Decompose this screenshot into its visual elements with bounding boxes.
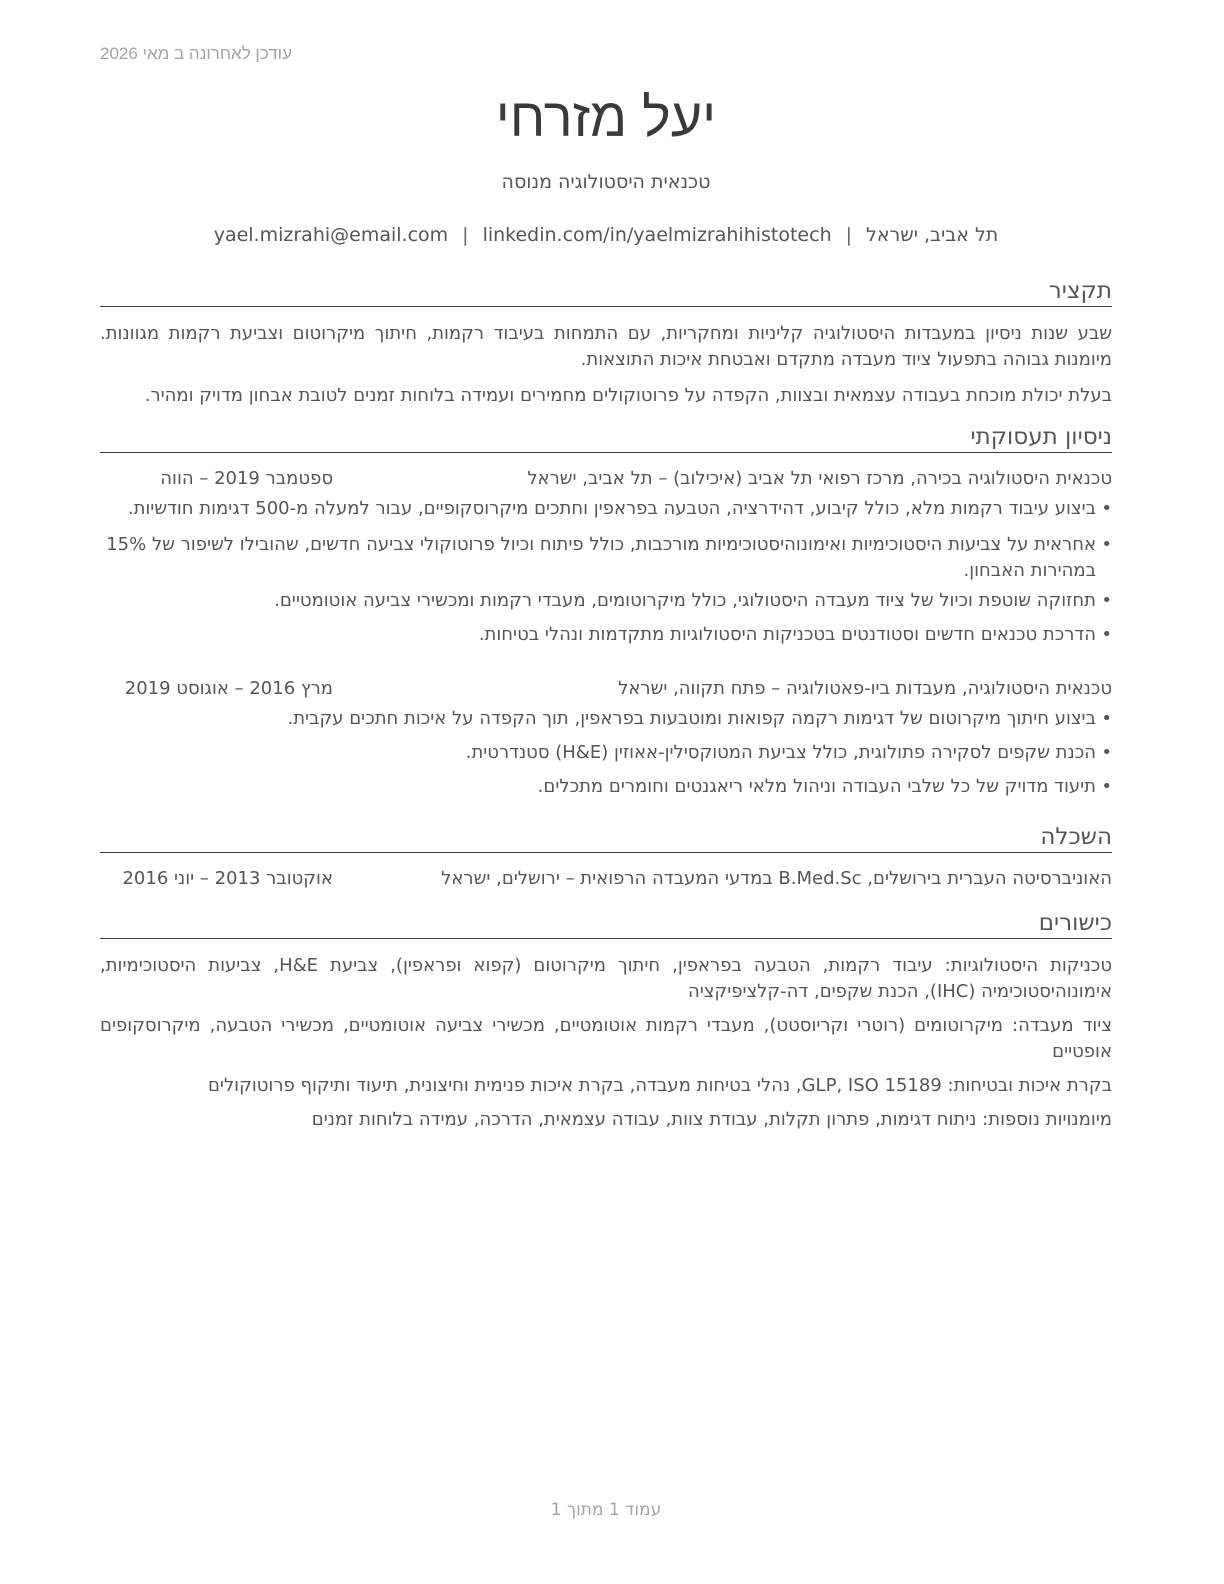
skill-line: טכניקות היסטולוגיות: עיבוד רקמות, הטבעה בפראפין, חיתוך מיקרוטום (קפוא ופראפין), צביעת H&E, צביעות היסטוכימיות, אימונוהיסטוכימיה (IHC), הכנת שקפים, דה-קלציפיקציה <box>100 955 1113 1002</box>
summary-paragraph: שבע שנות ניסיון במעבדות היסטולוגיה קליניות ומחקריות, עם התמחות בעיבוד רקמות, חיתוך מיקרוטום וצביעת רקמות מגוונות. מיומנות גבוהה בתפעול ציוד מעבדה מתקדם ואבטחת איכות התוצאות. <box>100 323 1112 370</box>
summary-section <box>100 276 1112 409</box>
list-item: • הכנת שקפים לסקירה פתולוגית, כולל צביעת המטוקסילין-אאוזין (H&E) סטנדרטית. <box>100 740 1112 766</box>
section-heading-summary: תקציר <box>100 276 1112 307</box>
skills-section <box>100 908 1112 1133</box>
job-bullets <box>100 706 1112 800</box>
job-dates: מרץ 2016 – אוגוסט 2019 <box>124 678 333 699</box>
job-dates: ספטמבר 2019 – הווה <box>160 468 333 489</box>
education-section <box>100 822 1112 892</box>
summary-paragraph: בעלת יכולת מוכחת בעבודה עצמאית ובצוות, הקפדה על פרוטוקולים מחמירים ועמידה בלוחות זמנים לטובת אבחון מדויק ומהיר. <box>144 385 1112 406</box>
job-role: טכנאית היסטולוגיה, מעבדות ביו-פאטולוגיה – פתח תקווה, ישראל <box>618 678 1112 699</box>
education-entry <box>100 866 1112 892</box>
job-entry <box>100 676 1112 800</box>
location-text: תל אביב, ישראל <box>866 224 999 246</box>
list-item: • ביצוע חיתוך מיקרוטום של דגימות רקמה קפואות ומוטבעות בפראפין, תוך הקפדה על איכות חתכים עקבית. <box>100 706 1112 732</box>
list-item: • אחראית על צביעות היסטוכימיות ואימונוהיסטוכימיות מורכבות, כולל פיתוח וכיול פרוטוקולי צביעה חדשים, שהובילו לשיפור של 15% במהירות האבחון. <box>100 532 1112 584</box>
list-item: • תחזוקה שוטפת וכיול של ציוד מעבדה היסטולוגי, כולל מיקרוטומים, מעבדי רקמות ומכשירי צביעה אוטומטיים. <box>100 588 1112 614</box>
experience-section <box>100 422 1112 800</box>
skill-line: ציוד מעבדה: מיקרוטומים (רוטרי וקריוסטט), מעבדי רקמות אוטומטיים, מכשירי צביעה אוטומטיים, מכשירי הטבעה, מיקרוסקופים אופטיים <box>100 1015 1112 1062</box>
list-item: • הדרכת טכנאים חדשים וסטודנטים בטכניקות היסטולוגיות מתקדמות ונהלי בטיחות. <box>100 622 1112 648</box>
resume-page <box>100 0 1112 1584</box>
last-updated-note: עודכן לאחרונה ב מאי 2026 <box>100 44 292 63</box>
list-item: • תיעוד מדויק של כל שלבי העבודה וניהול מלאי ריאגנטים וחומרים מתכלים. <box>100 774 1112 800</box>
section-heading-skills: כישורים <box>100 908 1112 939</box>
candidate-name: יעל מזרחי <box>495 88 717 148</box>
job-header <box>100 676 1112 702</box>
candidate-title: טכנאית היסטולוגיה מנוסה <box>501 171 711 193</box>
education-institution: האוניברסיטה העברית בירושלים, B.Med.Sc במדעי המעבדה הרפואית – ירושלים, ישראל <box>441 868 1112 889</box>
job-bullets <box>100 496 1112 648</box>
job-role: טכנאית היסטולוגיה בכירה, מרכז רפואי תל אביב (איכילוב) – תל אביב, ישראל <box>527 468 1112 489</box>
linkedin-link[interactable]: linkedin.com/in/yaelmizrahihistotech <box>482 224 832 246</box>
skill-line: בקרת איכות ובטיחות: GLP, ISO 15189, נהלי בטיחות מעבדה, בקרת איכות פנימית וחיצונית, תיעוד ותיקוף פרוטוקולים <box>207 1075 1112 1096</box>
job-entry <box>100 466 1112 648</box>
contact-separator: | <box>462 224 469 246</box>
page-number: עמוד 1 מתוך 1 <box>550 1500 662 1520</box>
list-item: • ביצוע עיבוד רקמות מלא, כולל קיבוע, דהידרציה, הטבעה בפראפין וחתכים מיקרוסקופיים, עבור למעלה מ-500 דגימות חודשיות. <box>100 496 1112 522</box>
job-header <box>100 466 1112 492</box>
skill-line: מיומנויות נוספות: ניתוח דגימות, פתרון תקלות, עבודת צוות, עבודה עצמאית, הדרכה, עמידה בלוחות זמנים <box>311 1109 1112 1130</box>
section-heading-education: השכלה <box>100 822 1112 853</box>
education-dates: אוקטובר 2013 – יוני 2016 <box>122 868 333 889</box>
email-link[interactable]: yael.mizrahi@email.com <box>213 224 449 246</box>
contact-separator: | <box>845 224 853 246</box>
contact-line <box>100 221 1112 249</box>
section-heading-experience: ניסיון תעסוקתי <box>100 422 1112 453</box>
